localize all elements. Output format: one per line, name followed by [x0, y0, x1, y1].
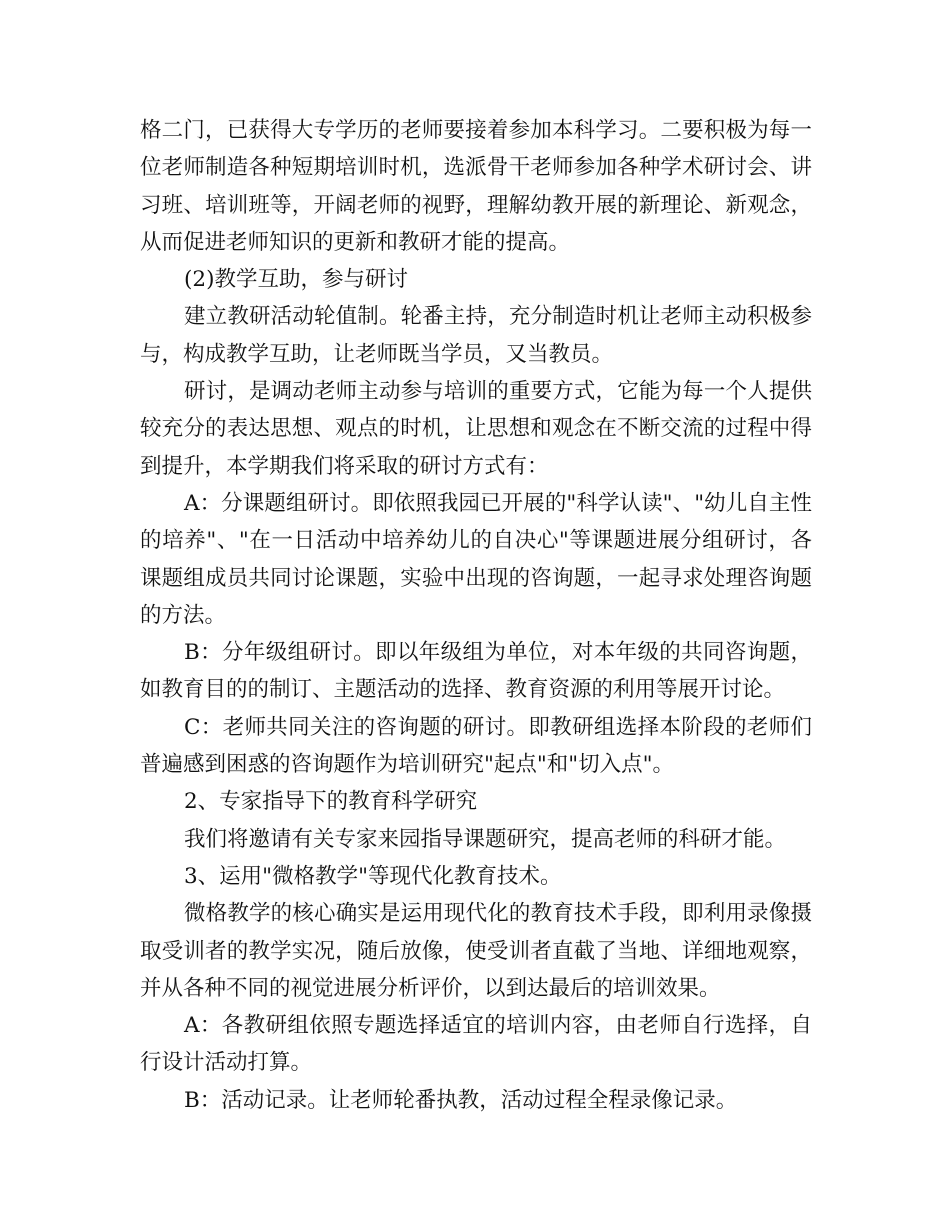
- paragraph-item-a-topic-groups: A：分课题组研讨。即依照我园已开展的"科学认读"、"幼儿自主性的培养"、"在一日活动中培养幼儿的自决心"等课题进展分组研讨，各课题组成员共同讨论课题，实验中出现的咨询题，一起寻求处理咨询题的方法。: [140, 490, 812, 628]
- paragraph-expert-invitation: 我们将邀请有关专家来园指导课题研究，提高老师的科研才能。: [184, 826, 787, 852]
- paragraph-microteaching-item-b: B：活动记录。让老师轮番执教，活动过程全程录像记录。: [184, 1087, 738, 1113]
- paragraph-heading-expert-guidance: 2、专家指导下的教育科学研究: [184, 789, 478, 815]
- paragraph-rotation-system: 建立教研活动轮值制。轮番主持，充分制造时机让老师主动积极参与，构成教学互助，让老师既当学员，又当教员。: [140, 304, 812, 367]
- paragraph-heading-microteaching: 3、运用"微格教学"等现代化教育技术。: [184, 863, 562, 889]
- paragraph-heading-teaching-mutual-aid: (2)教学互助，参与研讨: [184, 267, 408, 293]
- document-body: [140, 112, 812, 1119]
- paragraph-discussion-intro: 研讨，是调动老师主动参与培训的重要方式，它能为每一个人提供较充分的表达思想、观点的时机，让思想和观念在不断交流的过程中得到提升，本学期我们将采取的研讨方式有：: [140, 379, 812, 479]
- paragraph-microteaching-core: 微格教学的核心确实是运用现代化的教育技术手段，即利用录像摄取受训者的教学实况，随后放像，使受训者直截了当地、详细地观察，并从各种不同的视觉进展分析评价，以到达最后的培训效果。: [140, 901, 812, 1001]
- paragraph-item-c-common-issues: C：老师共同关注的咨询题的研讨。即教研组选择本阶段的老师们普遍感到困惑的咨询题作为培训研究"起点"和"切入点"。: [140, 714, 812, 778]
- paragraph-item-b-grade-groups: B：分年级组研讨。即以年级组为单位，对本年级的共同咨询题，如教育目的的制订、主题活动的选择、教育资源的利用等展开讨论。: [140, 640, 812, 703]
- paragraph-microteaching-item-a: A：各教研组依照专题选择适宜的培训内容，由老师自行选择，自行设计活动打算。: [140, 1013, 812, 1076]
- paragraph-continuation: 格二门，已获得大专学历的老师要接着参加本科学习。二要积极为每一位老师制造各种短期培训时机，选派骨干老师参加各种学术研讨会、讲习班、培训班等，开阔老师的视野，理解幼教开展的新理论、新观念，从而促进老师知识的更新和教研才能的提高。: [140, 118, 812, 255]
